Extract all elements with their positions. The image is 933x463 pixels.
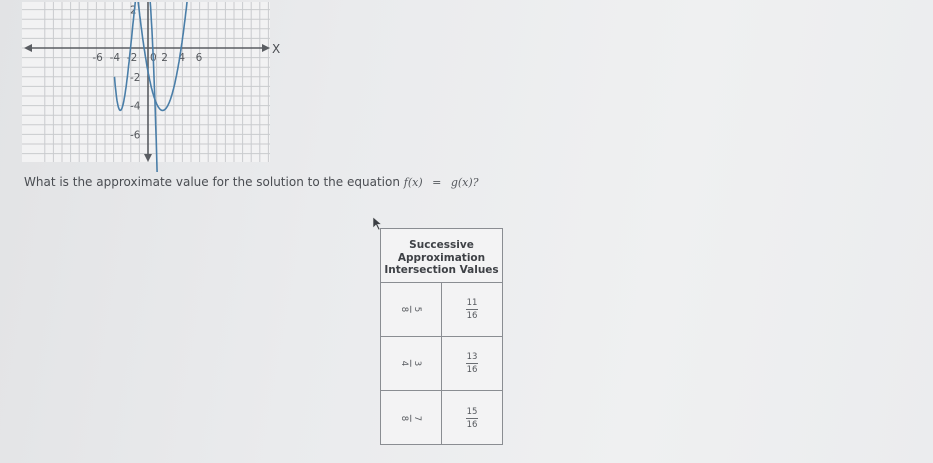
fraction-numerator: 5 [412, 306, 423, 313]
fraction [399, 306, 422, 313]
fraction-numerator: 13 [466, 352, 478, 362]
x-tick-label: 0 [150, 52, 157, 64]
fraction-denominator: 16 [466, 311, 478, 321]
y-tick-label: -4 [130, 100, 141, 113]
table-title-line-1: Successive [409, 239, 474, 251]
fraction-numerator: 11 [466, 298, 478, 308]
fraction-numerator: 15 [466, 406, 478, 417]
table-cell-left[interactable] [381, 391, 441, 445]
fraction-denominator: 8 [399, 306, 410, 313]
table-cell-right[interactable] [441, 283, 502, 336]
x-tick-label: 4 [178, 52, 186, 64]
table-row[interactable] [381, 337, 502, 391]
graph-canvas [18, 2, 290, 172]
equation-left: f(x) [403, 176, 423, 189]
equation-operator: = [432, 176, 442, 189]
x-tick-label: -6 [92, 52, 103, 64]
table-cell-right[interactable] [441, 337, 502, 390]
equation [404, 176, 479, 189]
fraction [466, 407, 479, 430]
x-axis-label: X [272, 42, 281, 56]
table-title-line-3: Intersection Values [384, 264, 499, 276]
fraction-denominator: 4 [399, 360, 410, 367]
fraction-numerator: 7 [412, 415, 423, 421]
fraction-denominator: 8 [399, 415, 410, 421]
fraction [466, 352, 479, 375]
fraction-numerator: 3 [412, 360, 423, 367]
table-cell-right[interactable] [441, 391, 502, 445]
x-tick-label: -2 [126, 52, 138, 64]
table-row[interactable] [381, 283, 502, 337]
y-tick-label: -2 [130, 71, 141, 84]
x-tick-label: -4 [109, 52, 121, 64]
fraction [466, 298, 479, 321]
question-prompt [24, 175, 479, 189]
fraction-denominator: 16 [466, 365, 478, 375]
table-cell-left[interactable] [381, 337, 441, 390]
equation-right: g(x)? [450, 176, 479, 189]
y-tick-label: 2 [130, 4, 137, 17]
fraction [399, 414, 422, 421]
table-cell-left[interactable] [381, 283, 441, 336]
table-row[interactable] [381, 391, 502, 445]
graph-background [22, 2, 270, 162]
y-tick-label: -6 [130, 129, 141, 142]
table-title [381, 229, 502, 283]
function-graph [18, 2, 290, 172]
x-tick-label: 2 [161, 52, 168, 64]
approximation-table [380, 228, 503, 445]
table-title-line-2: Approximation [397, 251, 486, 264]
fraction [399, 360, 422, 367]
x-tick-label: 6 [195, 52, 203, 64]
fraction-denominator: 16 [466, 419, 478, 430]
question-text: What is the approximate value for the solution to the equation [24, 175, 400, 189]
